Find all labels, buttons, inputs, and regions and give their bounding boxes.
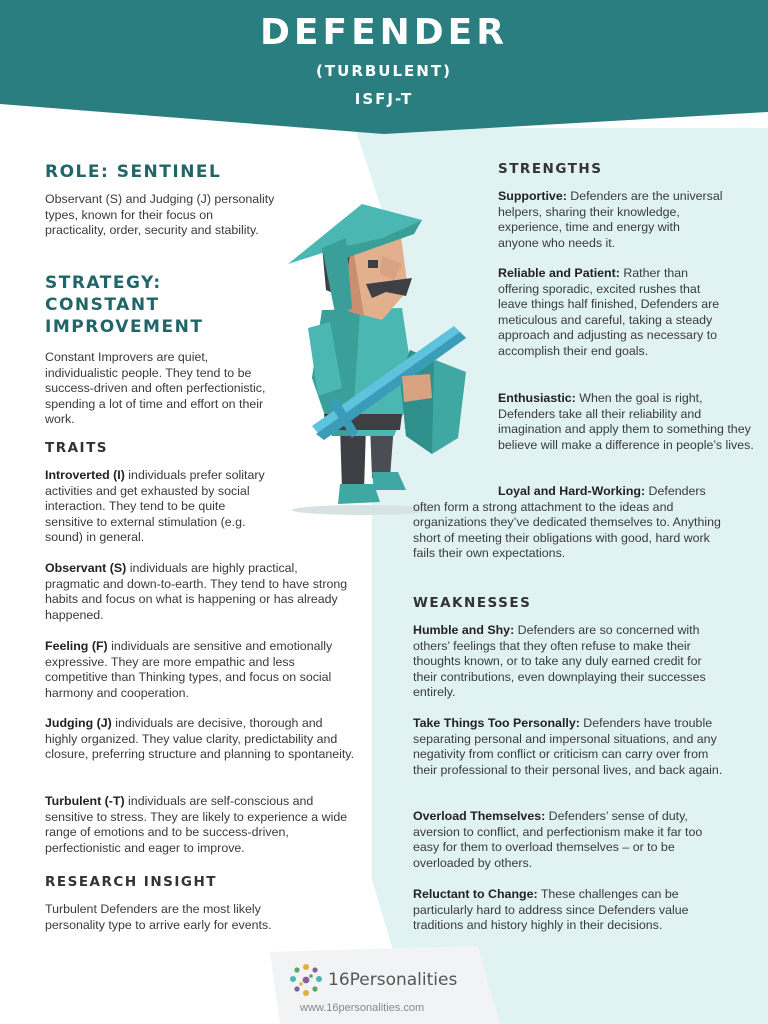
weaknesses-heading-wrap: [413, 595, 531, 611]
trait-text: individuals are sensitive and emotionally expressive. They are more empathic and less competitive than Thinking types, and focus on social harmony and cooperation.: [45, 639, 333, 700]
trait-text: individuals are highly practical, pragmatic and down-to-earth. They tend to have strong habits and focus on what is happening or has already happened.: [45, 561, 348, 622]
trait-item: [45, 639, 353, 701]
strength-term: Loyal and Hard-Working:: [498, 484, 646, 498]
page-title: DEFENDER: [260, 12, 508, 53]
page-variant: (TURBULENT): [316, 62, 452, 80]
role-text: Observant (S) and Judging (J) personality types, known for their focus on practicality, order, security and stability.: [45, 192, 275, 238]
weakness-item: [413, 887, 731, 934]
strength-item: [413, 484, 725, 562]
strategy-text: Constant Improvers are quiet, individualistic people. They tend to be success-driven and often perfectionistic, spending a lot of time and effort on their work.: [45, 350, 266, 427]
trait-term: Feeling (F): [45, 639, 108, 653]
strength-text: Rather than offering sporadic, excited rushes that leave things half finished, Defenders are meticulous and careful, taking a steady approach and adjusting as necessary to accomplish their end goals.: [498, 266, 720, 358]
strategy-heading-line: STRATEGY:: [45, 273, 162, 293]
trait-item: [45, 468, 275, 546]
strength-item: [498, 189, 723, 251]
weakness-text: Defenders’ sense of duty, aversion to conflict, and perfectionism make it far too easy for them to overload themselves – or to be overloaded by others.: [413, 809, 703, 870]
role-section: [45, 161, 275, 239]
trait-term: Introverted (I): [45, 468, 125, 482]
research-heading: RESEARCH INSIGHT: [45, 874, 217, 890]
trait-item: [45, 794, 357, 856]
trait-text: individuals prefer solitary activities and get exhausted by social interaction. They tend to be quite sensitive to external stimulation (e.g. sound) in general.: [45, 468, 265, 545]
weakness-text: Defenders are so concerned with others’ feelings that they often refuse to make their thoughts known, or to take any duly earned credit for their contributions, even downplaying their successes entirely.: [413, 623, 706, 700]
brand-logo-icon: [288, 962, 324, 998]
defender-character-illustration: [282, 198, 472, 518]
strategy-heading-line: IMPROVEMENT: [45, 317, 204, 337]
weakness-item: [413, 716, 725, 778]
strength-term: Supportive:: [498, 189, 567, 203]
strength-term: Reliable and Patient:: [498, 266, 620, 280]
weakness-text: Defenders have trouble separating personal and impersonal situations, and any negativity from conflict or criticism can carry over from their professional to their personal lives, and back again.: [413, 716, 723, 777]
strengths-heading: STRENGTHS: [498, 161, 603, 177]
strength-item: [498, 266, 723, 360]
trait-item: [45, 716, 357, 763]
trait-text: individuals are decisive, thorough and highly organized. They value clarity, predictability and closure, preferring structure and planning to spontaneity.: [45, 716, 355, 762]
strategy-section: [45, 272, 277, 428]
strength-text: Defenders are the universal helpers, sharing their knowledge, experience, time and energy with anyone who needs it.: [498, 189, 723, 250]
trait-term: Judging (J): [45, 716, 112, 730]
weakness-term: Overload Themselves:: [413, 809, 546, 823]
trait-term: Observant (S): [45, 561, 127, 575]
strengths-heading-wrap: [498, 161, 602, 177]
weakness-term: Reluctant to Change:: [413, 887, 538, 901]
role-heading: ROLE: SENTINEL: [45, 162, 222, 182]
research-section: [45, 874, 345, 933]
strength-term: Enthusiastic:: [498, 391, 576, 405]
weaknesses-heading: WEAKNESSES: [413, 595, 532, 611]
trait-term: Turbulent (-T): [45, 794, 125, 808]
weakness-text: These challenges can be particularly hard to address since Defenders value traditions and history highly in their decisions.: [413, 887, 689, 933]
traits-heading-wrap: [45, 440, 108, 456]
personality-code: ISFJ-T: [354, 90, 414, 108]
strength-text: When the goal is right, Defenders take all their reliability and imagination and apply them to something they believe will make a difference in people’s lives.: [498, 391, 754, 452]
strategy-heading-line: CONSTANT: [45, 295, 160, 315]
trait-text: individuals are self-conscious and sensitive to stress. They are likely to experience a wide range of emotions and to be success-driven, perfectionistic and eager to improve.: [45, 794, 348, 855]
brand-name: 16Personalities: [328, 970, 458, 990]
weakness-item: [413, 623, 725, 701]
research-text: Turbulent Defenders are the most likely personality type to arrive early for events.: [45, 902, 272, 932]
trait-item: [45, 561, 353, 623]
weakness-term: Humble and Shy:: [413, 623, 515, 637]
brand-url[interactable]: www.16personalities.com: [300, 1002, 425, 1014]
weakness-item: [413, 809, 725, 871]
strength-text: Defenders often form a strong attachment to the ideas and organizations they’ve dedicated themselves to. Anything short of meeting their obligations with good, hard work fails their own expectations.: [413, 484, 721, 561]
weakness-term: Take Things Too Personally:: [413, 716, 580, 730]
strength-item: [498, 391, 756, 453]
traits-heading: TRAITS: [45, 440, 109, 456]
strategy-heading: [45, 272, 277, 338]
